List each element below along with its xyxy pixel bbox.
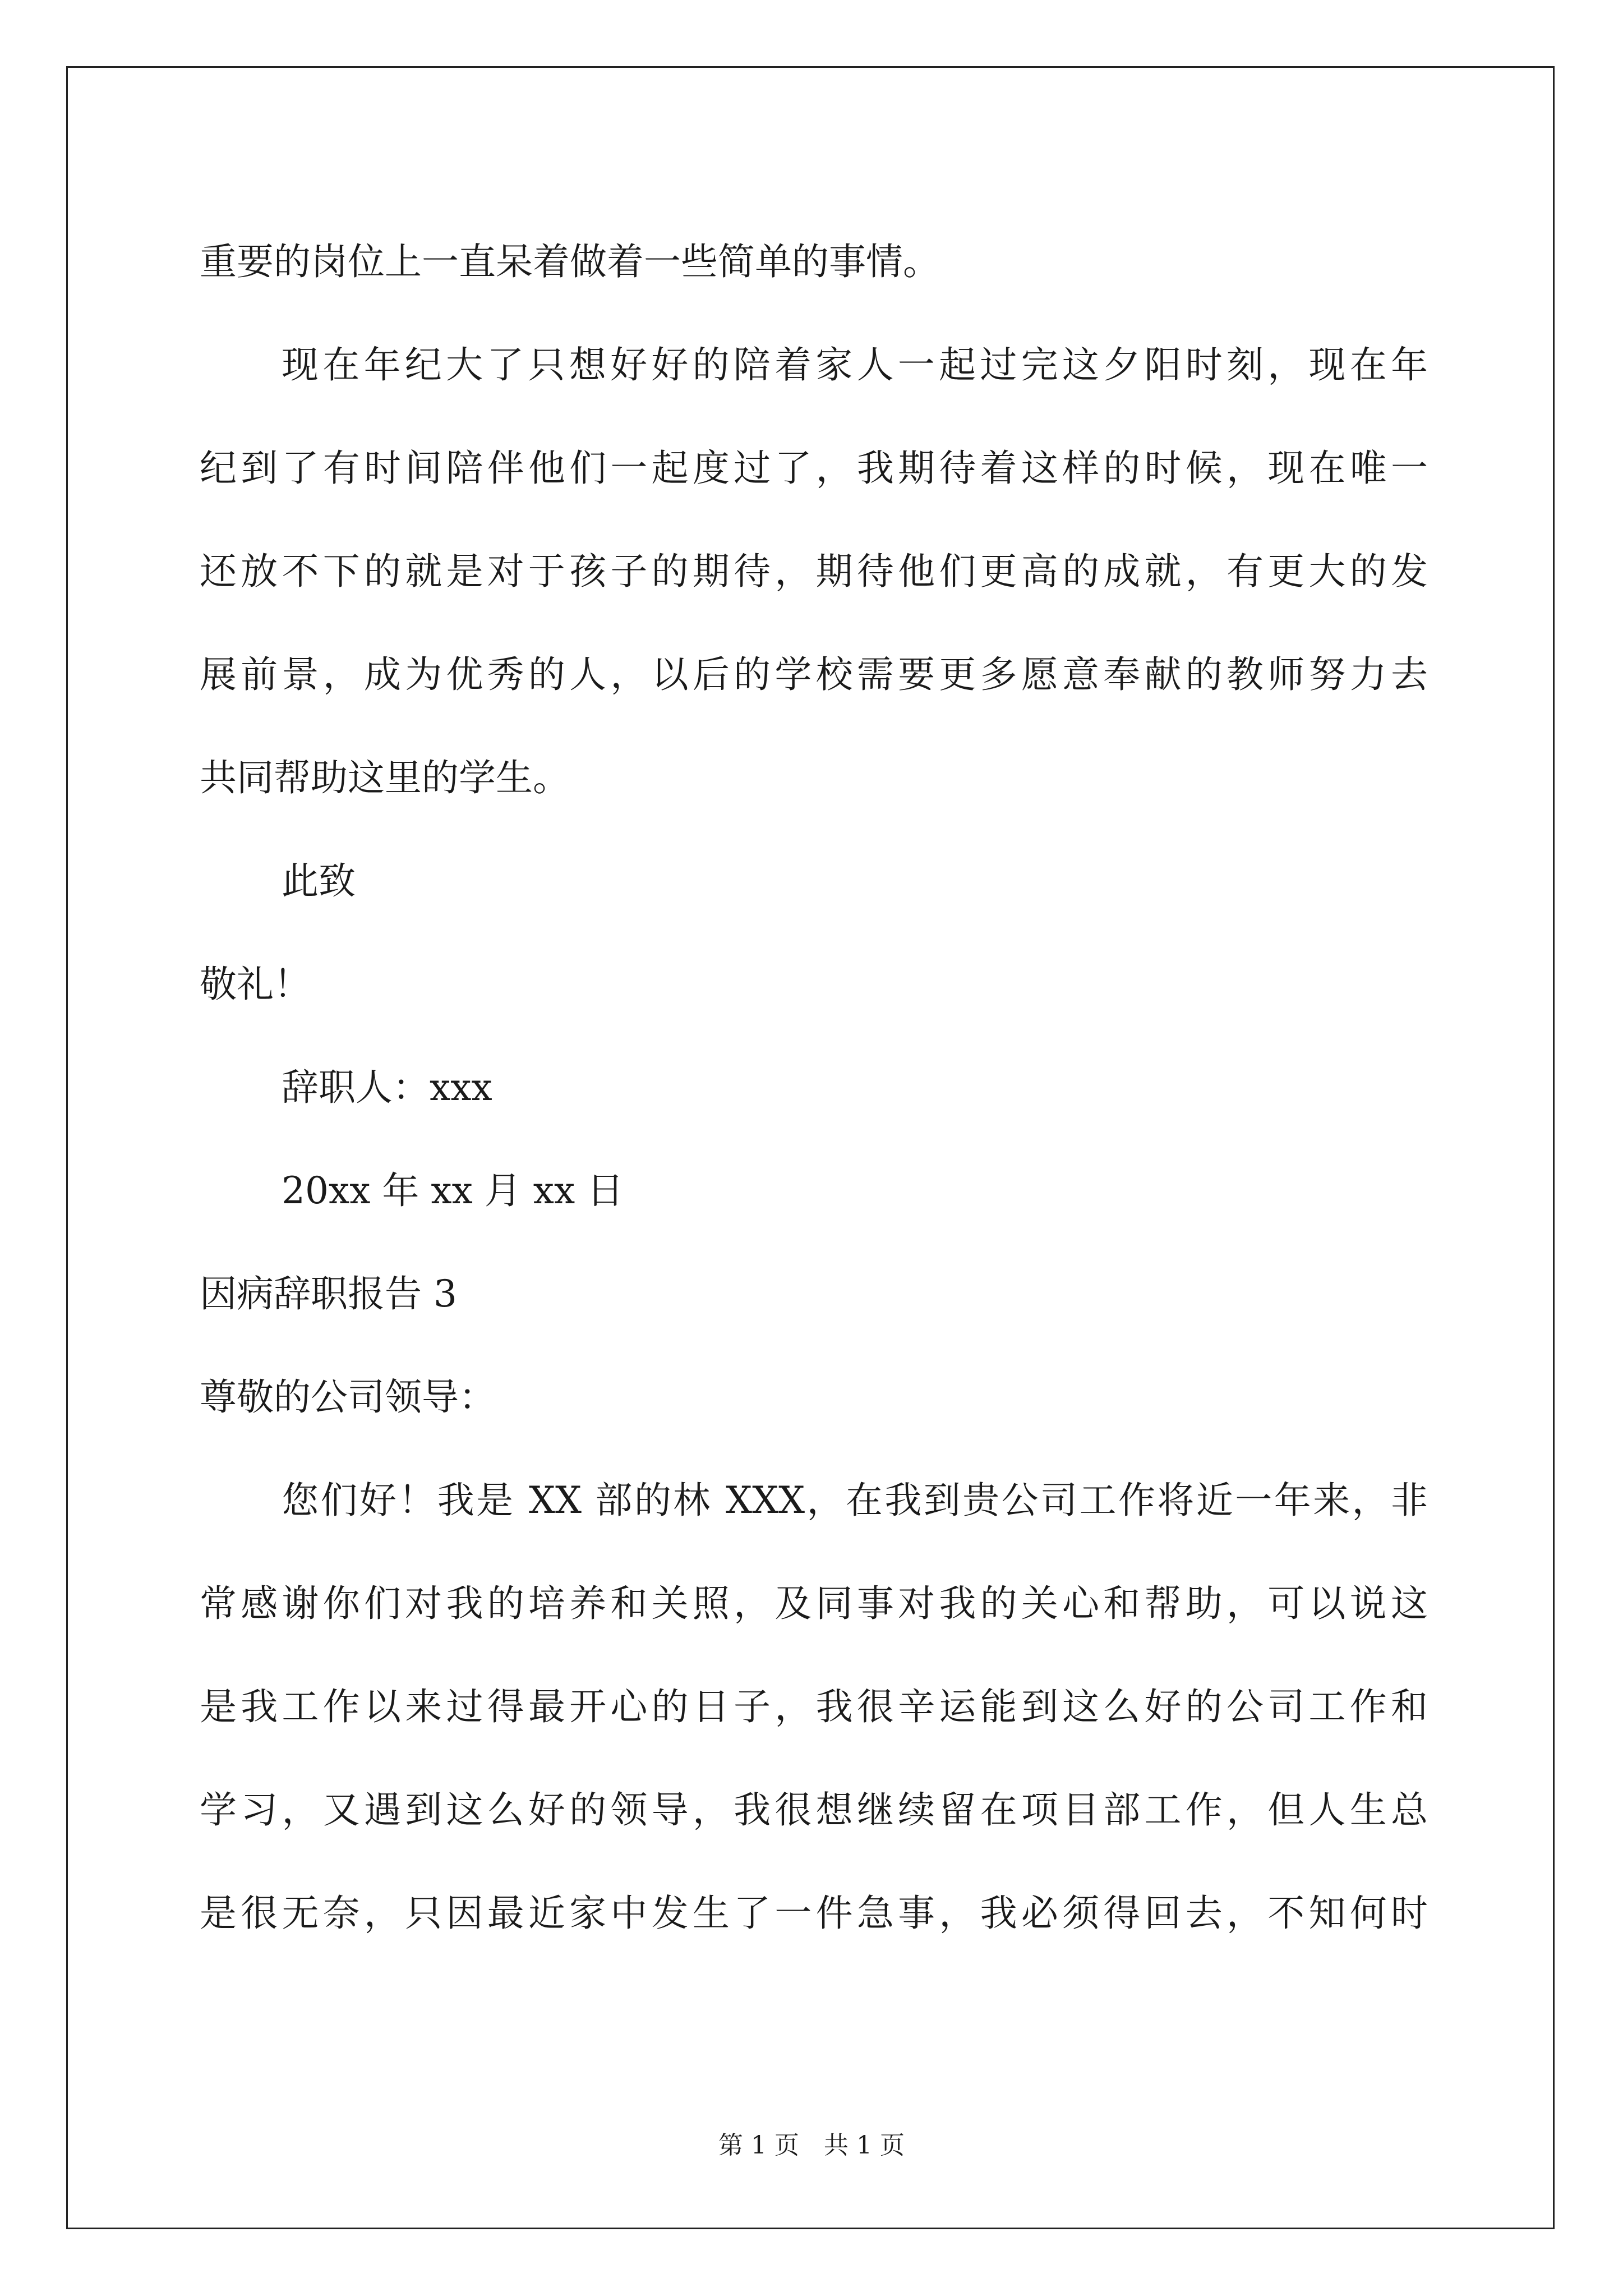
document-body	[200, 210, 1428, 1965]
text-line: 展前景，成为优秀的人，以后的学校需要更多愿意奉献的教师努力去	[200, 653, 1428, 696]
text-line: 共同帮助这里的学生。	[200, 756, 570, 799]
text-line: 还放不下的就是对于孩子的期待，期待他们更高的成就，有更大的发	[200, 550, 1428, 593]
closing-salutation: 此致	[282, 859, 356, 903]
closing-regards: 敬礼！	[200, 963, 311, 1006]
text-line: 现在年纪大了只想好好的陪着家人一起过完这夕阳时刻，现在年	[282, 343, 1428, 386]
text-line: 学习，又遇到这么好的领导，我很想继续留在项目部工作，但人生总	[200, 1788, 1428, 1832]
signature-date: 20xx 年 xx 月 xx 日	[282, 1169, 624, 1212]
page-footer: 第 1 页 共 1 页	[718, 2131, 905, 2160]
text-line: 常感谢你们对我的培养和关照，及同事对我的关心和帮助，可以说这	[200, 1582, 1428, 1625]
signature-name: 辞职人：xxx	[282, 1066, 492, 1109]
text-line: 是很无奈，只因最近家中发生了一件急事，我必须得回去，不知何时	[200, 1892, 1428, 1935]
text-line: 重要的岗位上一直呆着做着一些简单的事情。	[200, 240, 940, 283]
section-title: 因病辞职报告 3	[200, 1272, 457, 1315]
text-line: 您们好！我是 XX 部的林 XXX，在我到贵公司工作将近一年来，非	[282, 1479, 1428, 1522]
greeting: 尊敬的公司领导：	[200, 1375, 496, 1419]
text-line: 是我工作以来过得最开心的日子，我很辛运能到这么好的公司工作和	[200, 1685, 1428, 1728]
text-line: 纪到了有时间陪伴他们一起度过了，我期待着这样的时候，现在唯一	[200, 447, 1428, 490]
